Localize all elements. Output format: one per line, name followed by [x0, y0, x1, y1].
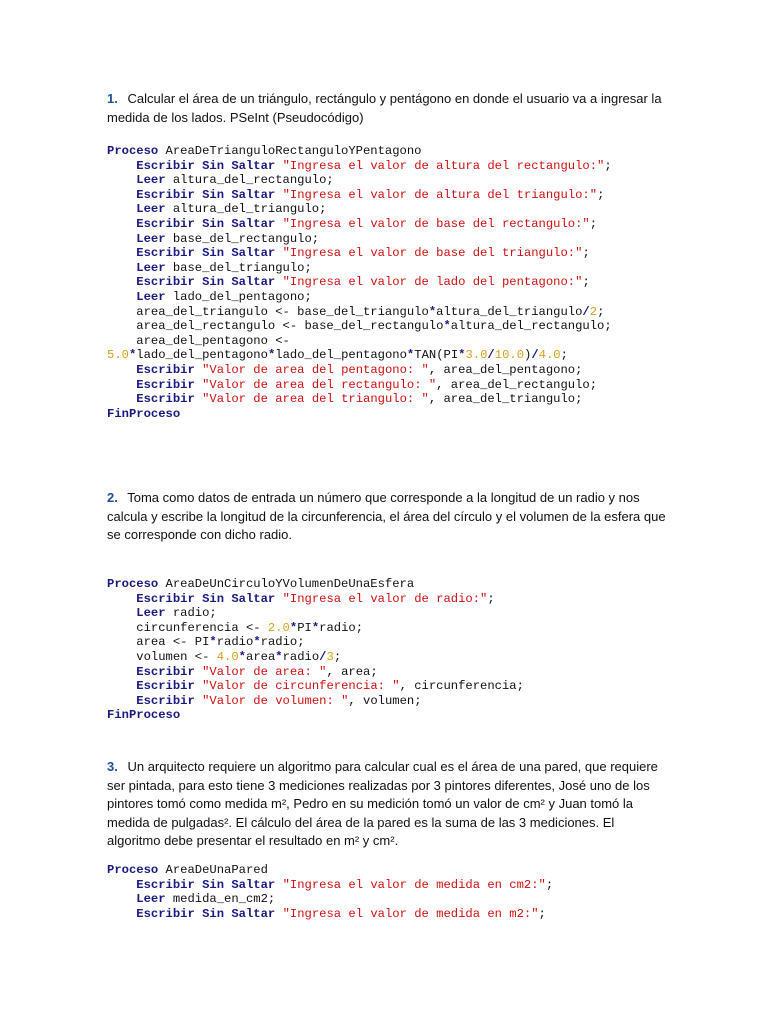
code-text	[107, 217, 136, 231]
code-line	[107, 892, 747, 907]
code-text	[195, 694, 202, 708]
code-text	[195, 665, 202, 679]
code-string: "Valor de volumen: "	[202, 693, 349, 708]
code-text	[107, 606, 136, 620]
code-keyword: *	[253, 635, 261, 650]
code-text: AreaDeUnCirculoYVolumenDeUnaEsfera	[158, 577, 415, 591]
code-keyword: Escribir Sin Saltar	[136, 216, 276, 231]
code-keyword: Proceso	[107, 144, 159, 158]
code-text: area_del_pentagono <-	[107, 333, 290, 348]
code-keyword: Escribir Sin Saltar	[136, 158, 276, 173]
code-line	[107, 407, 747, 422]
code-block	[107, 863, 747, 921]
code-keyword: Escribir	[136, 664, 195, 679]
code-text	[275, 188, 282, 202]
code-string: "Valor de circunferencia: "	[202, 679, 400, 694]
code-keyword: Leer	[136, 892, 166, 907]
code-text	[107, 392, 136, 406]
code-keyword: FinProceso	[107, 708, 181, 723]
code-number: 2	[589, 304, 598, 319]
code-line	[107, 621, 747, 636]
code-text: , area_del_rectangulo;	[436, 377, 598, 392]
code-string: "Ingresa el valor de altura del rectangulo:"	[282, 158, 605, 173]
code-text: altura_del_rectangulo;	[165, 173, 334, 188]
code-text	[275, 907, 282, 921]
code-text	[107, 290, 136, 304]
code-keyword: Escribir Sin Saltar	[136, 275, 276, 290]
code-keyword: *	[209, 635, 217, 650]
code-keyword: *	[289, 620, 298, 635]
code-string: "Ingresa el valor de medida en cm2:"	[282, 877, 546, 892]
code-keyword: FinProceso	[107, 406, 181, 421]
code-text: )	[524, 348, 532, 363]
code-text: volumen <-	[107, 649, 217, 664]
code-keyword: Escribir	[136, 392, 195, 407]
code-line	[107, 144, 747, 159]
code-number: 3	[326, 649, 334, 664]
code-line	[107, 275, 747, 290]
code-text	[275, 159, 282, 173]
code-string: "Ingresa el valor de lado del pentagono:"	[282, 275, 583, 290]
code-keyword: Escribir	[136, 679, 195, 694]
code-text	[195, 679, 202, 693]
code-line	[107, 363, 747, 378]
code-keyword: /	[531, 348, 539, 363]
code-text: ;	[333, 649, 342, 664]
code-text: area	[246, 649, 276, 664]
code-keyword: *	[428, 304, 437, 319]
code-keyword: Leer	[136, 173, 166, 188]
problem-2-number: 2.	[107, 490, 118, 505]
code-keyword: Leer	[136, 231, 166, 246]
code-line	[107, 635, 747, 650]
code-text	[107, 202, 136, 216]
code-text	[195, 378, 202, 392]
code-block	[107, 577, 747, 723]
problem-1-statement	[107, 90, 667, 127]
code-keyword: Leer	[136, 260, 166, 275]
code-text: ;	[582, 275, 590, 290]
code-text	[107, 592, 136, 606]
code-text: radio;	[260, 635, 305, 650]
code-text: ;	[589, 216, 598, 231]
code-block	[107, 144, 747, 421]
code-line	[107, 319, 747, 334]
code-text: radio	[216, 635, 254, 650]
code-text: altura_del_triangulo	[436, 304, 583, 319]
problem-2-text: Toma como datos de entrada un número que corresponde a la longitud de un radio y nos calcula y escribe la longitud de la circunferencia, el área del círculo y el volumen de la esfera que se corresponde con dicho radio.	[107, 490, 666, 542]
code-keyword: *	[267, 348, 276, 363]
code-keyword: *	[406, 348, 415, 363]
code-text: , circunferencia;	[399, 679, 524, 694]
code-text: lado_del_pentagono	[275, 348, 407, 363]
code-line	[107, 577, 747, 592]
code-number: 3.0	[465, 348, 488, 363]
code-line	[107, 159, 747, 174]
code-text	[107, 907, 136, 921]
code-text: radio;	[319, 620, 364, 635]
code-text	[275, 275, 282, 289]
code-text: , area_del_triangulo;	[428, 392, 583, 407]
code-line	[107, 232, 747, 247]
code-keyword: Leer	[136, 202, 166, 217]
code-text: ;	[604, 158, 612, 173]
problem-3-text: Un arquitecto requiere un algoritmo para calcular cual es el área de una pared, que requiere ser pintada, para esto tiene 3 mediciones realizadas por 3 pintores diferentes, José uno de los pintores tomó como medida m², Pedro en su medición tomó un valor de cm² y Juan tomó la medida de pulgadas². El cálculo del área de la pared es la suma de las 3 mediciones. El algoritmo debe presentar el resultado en m² y cm².	[107, 759, 658, 848]
code-text: PI	[297, 620, 312, 635]
problem-3-statement	[107, 758, 667, 851]
code-text: TAN(PI	[414, 348, 459, 363]
code-line	[107, 878, 747, 893]
code-text: altura_del_triangulo;	[165, 202, 327, 217]
code-keyword: Proceso	[107, 577, 159, 591]
code-number: 5.0	[107, 348, 129, 363]
code-text: altura_del_rectangulo;	[450, 319, 612, 334]
code-keyword: Leer	[136, 606, 166, 621]
code-text	[107, 188, 136, 202]
code-text	[107, 232, 136, 246]
code-line	[107, 217, 747, 232]
code-text: AreaDeUnaPared	[158, 863, 268, 877]
code-text	[275, 217, 282, 231]
code-text	[275, 592, 282, 606]
code-line	[107, 708, 747, 723]
code-number: 2.0	[267, 620, 290, 635]
code-keyword: Escribir Sin Saltar	[136, 906, 276, 921]
code-text: ;	[597, 187, 605, 202]
code-keyword: *	[238, 649, 246, 664]
code-keyword: Escribir	[136, 377, 195, 392]
code-text	[107, 173, 136, 187]
code-text: lado_del_pentagono	[136, 348, 268, 363]
code-text: , area;	[326, 664, 378, 679]
code-text: area <- PI	[107, 635, 210, 650]
code-text	[107, 892, 136, 906]
code-keyword: Escribir	[136, 693, 195, 708]
code-keyword: Leer	[136, 289, 166, 304]
code-text: AreaDeTrianguloRectanguloYPentagono	[158, 144, 422, 158]
code-keyword: Proceso	[107, 863, 159, 877]
code-line	[107, 348, 747, 363]
problem-3-number: 3.	[107, 759, 118, 774]
code-keyword: /	[487, 348, 495, 363]
code-line	[107, 592, 747, 607]
code-string: "Ingresa el valor de base del rectangulo:"	[282, 216, 590, 231]
code-line	[107, 261, 747, 276]
code-text	[107, 261, 136, 275]
code-keyword: *	[128, 348, 137, 363]
code-text: ;	[597, 304, 605, 319]
code-keyword: Escribir	[136, 362, 195, 377]
code-text: , area_del_pentagono;	[428, 362, 583, 377]
code-text: ;	[560, 348, 568, 363]
code-line	[107, 246, 747, 261]
code-text: ;	[545, 877, 554, 892]
code-string: "Ingresa el valor de medida en m2:"	[282, 906, 539, 921]
code-text	[107, 378, 136, 392]
code-text	[107, 694, 136, 708]
code-line	[107, 305, 747, 320]
code-keyword: *	[275, 649, 283, 664]
code-text	[107, 275, 136, 289]
code-line	[107, 392, 747, 407]
code-text: base_del_triangulo;	[165, 260, 312, 275]
code-text	[107, 159, 136, 173]
code-string: "Valor de area del triangulo: "	[202, 392, 429, 407]
code-text	[275, 878, 282, 892]
code-line	[107, 173, 747, 188]
problem-1-number: 1.	[107, 91, 118, 106]
code-string: "Valor de area: "	[202, 664, 327, 679]
code-line	[107, 188, 747, 203]
code-line	[107, 694, 747, 709]
code-keyword: Escribir Sin Saltar	[136, 187, 276, 202]
code-text: medida_en_cm2;	[165, 892, 276, 907]
code-number: 10.0	[494, 348, 525, 363]
code-text	[107, 363, 136, 377]
code-text: base_del_rectangulo;	[165, 231, 320, 246]
code-keyword: Escribir Sin Saltar	[136, 591, 276, 606]
code-line	[107, 606, 747, 621]
problem-2-statement	[107, 489, 667, 545]
code-keyword: /	[319, 649, 327, 664]
code-line	[107, 334, 747, 349]
code-line	[107, 665, 747, 680]
code-text: area_del_rectangulo <- base_del_rectangulo	[107, 319, 444, 334]
code-line	[107, 378, 747, 393]
code-keyword: /	[582, 304, 590, 319]
code-keyword: Escribir Sin Saltar	[136, 246, 276, 261]
code-text: ;	[538, 906, 546, 921]
code-keyword: *	[311, 620, 320, 635]
code-string: "Ingresa el valor de altura del triangulo:"	[282, 187, 598, 202]
code-text	[107, 679, 136, 693]
code-number: 4.0	[538, 348, 561, 363]
code-text	[107, 665, 136, 679]
code-text: ;	[582, 246, 590, 261]
code-text: radio	[282, 649, 320, 664]
code-keyword: Escribir Sin Saltar	[136, 877, 276, 892]
code-text	[107, 246, 136, 260]
code-keyword: *	[458, 348, 466, 363]
code-line	[107, 907, 747, 922]
code-string: "Ingresa el valor de radio:"	[282, 591, 488, 606]
code-line	[107, 650, 747, 665]
code-keyword: *	[443, 319, 451, 334]
code-line	[107, 679, 747, 694]
code-text: radio;	[165, 606, 217, 621]
code-text: ;	[487, 591, 495, 606]
code-text: circunferencia <-	[107, 620, 268, 635]
code-line	[107, 863, 747, 878]
code-number: 4.0	[216, 649, 239, 664]
code-text	[195, 392, 202, 406]
code-text	[275, 246, 282, 260]
code-text: area_del_triangulo <- base_del_triangulo	[107, 304, 429, 319]
code-string: "Ingresa el valor de base del triangulo:"	[282, 246, 583, 261]
code-text	[195, 363, 202, 377]
code-text: lado_del_pentagono;	[165, 289, 312, 304]
code-line	[107, 290, 747, 305]
code-text	[107, 878, 136, 892]
code-string: "Valor de area del pentagono: "	[202, 362, 429, 377]
code-string: "Valor de area del rectangulo: "	[202, 377, 437, 392]
problem-1-text: Calcular el área de un triángulo, rectángulo y pentágono en donde el usuario va a ingresar la medida de los lados. PSeInt (Pseudocódigo)	[107, 91, 662, 125]
code-line	[107, 202, 747, 217]
code-text: , volumen;	[348, 693, 422, 708]
